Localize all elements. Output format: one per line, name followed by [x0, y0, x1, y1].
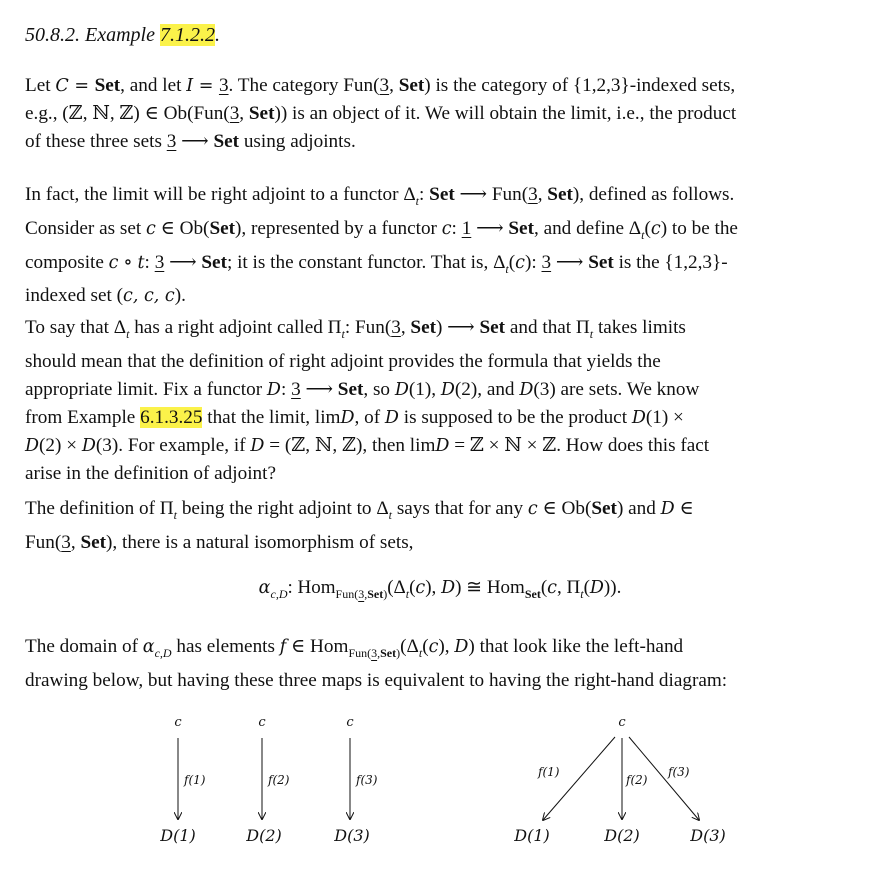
paragraph-3-line-4: from Example 6.1.3.25 that the limit, limD, of D is supposed to be the product D(1) × — [25, 406, 684, 428]
paragraph-5-line-2: drawing below, but having these three maps is equivalent to having the right-hand diagram: — [25, 669, 728, 691]
left-top-c-2: c — [258, 715, 266, 730]
example-reference-link-2[interactable]: 6.1.3.25 — [140, 406, 203, 428]
left-top-c-1: c — [174, 715, 182, 730]
paragraph-3-line-1: To say that $\Delta_t$ has a right adjoint called $\Pi_t$: Fun(3, Set) ⟶ Set and that $\Pi_t$ takes limits — [25, 317, 686, 341]
right-diagram — [513, 715, 726, 845]
right-bottom-d3: D(3) — [690, 826, 726, 845]
right-bottom-d1: D(1) — [514, 826, 550, 845]
paragraph-1-line-2: e.g., (ℤ, ℕ, ℤ) ∈ Ob(Fun(3, Set)) is an object of it. We will obtain the limit, i.e., the product — [25, 103, 737, 124]
left-top-c-3: c — [346, 715, 354, 730]
paragraph-2-line-2: Consider as set c ∈ Ob(Set), represented by a functor c: 1 ⟶ Set, and define $\Delta_t(c)$ to be the — [25, 217, 738, 242]
paragraph-3-line-5: D(2) × D(3). For example, if D = (ℤ, ℕ, ℤ), then limD = ℤ × ℕ × ℤ. How does this fact — [25, 434, 710, 456]
left-arrow-label-1: f(1) — [184, 773, 206, 787]
right-arrow-label-3: f(3) — [668, 765, 690, 779]
right-bottom-d2: D(2) — [604, 826, 640, 845]
paragraph-4-line-2: Fun(3, Set), there is a natural isomorphism of sets, — [25, 531, 414, 553]
paragraph-2-line-1: In fact, the limit will be right adjoint to a functor $\Delta_t$: Set ⟶ Fun(3, Set), defined as follows. — [25, 184, 735, 208]
left-bottom-d3: D(3) — [334, 826, 370, 845]
right-arrow-label-1: f(1) — [538, 765, 560, 779]
paragraph-2-line-3: composite c ∘ t: 3 ⟶ Set; it is the constant functor. That is, $\Delta_t(c)$: 3 ⟶ Set is the {1,2,3}- — [25, 251, 728, 276]
example-reference-link[interactable]: 7.1.2.2 — [159, 24, 215, 46]
section-number: 50.8.2. Example — [25, 24, 160, 46]
paragraph-3-line-2: should mean that the definition of right adjoint provides the formula that yields the — [25, 350, 661, 372]
paragraph-4-line-1: The definition of $\Pi_t$ being the right adjoint to $\Delta_t$ says that for any c ∈ Ob(Set) and D ∈ — [25, 498, 694, 522]
paragraph-1-line-1: Let C = Set, and let I = 3. The category Fun(3, Set) is the category of {1,2,3}-indexed sets, — [25, 75, 736, 96]
paragraph-1-line-3: of these three sets 3 ⟶ Set using adjoints. — [25, 131, 356, 152]
paragraph-3-line-3: appropriate limit. Fix a functor D: 3 ⟶ Set, so D(1), D(2), and D(3) are sets. We know — [25, 378, 700, 400]
paragraph-3-line-6: arise in the definition of adjoint? — [25, 462, 276, 484]
right-top-c: c — [618, 715, 626, 730]
left-arrow-label-2: f(2) — [268, 773, 290, 787]
right-arrow-label-2: f(2) — [626, 773, 648, 787]
left-bottom-d1: D(1) — [160, 826, 196, 845]
left-arrow-label-3: f(3) — [356, 773, 378, 787]
display-formula: $\alpha_{c,D}$: $Hom_{Fun(3,Set)}(\Delta_t(c)$, D) ≅ Hom$_{Set}$(c, $\Pi_t(D)$). — [258, 577, 622, 601]
heading-period: . — [214, 24, 220, 46]
paragraph-2-line-4: indexed set (c, c, c). — [25, 285, 186, 307]
paragraph-5-line-1: The domain of $\alpha_{c,D}$ has elements f ∈ $Hom_{Fun(3,Set)}(\Delta_t(c)$, D) that look like the left-hand — [25, 636, 684, 660]
left-diagram — [159, 715, 378, 845]
left-bottom-d2: D(2) — [246, 826, 282, 845]
